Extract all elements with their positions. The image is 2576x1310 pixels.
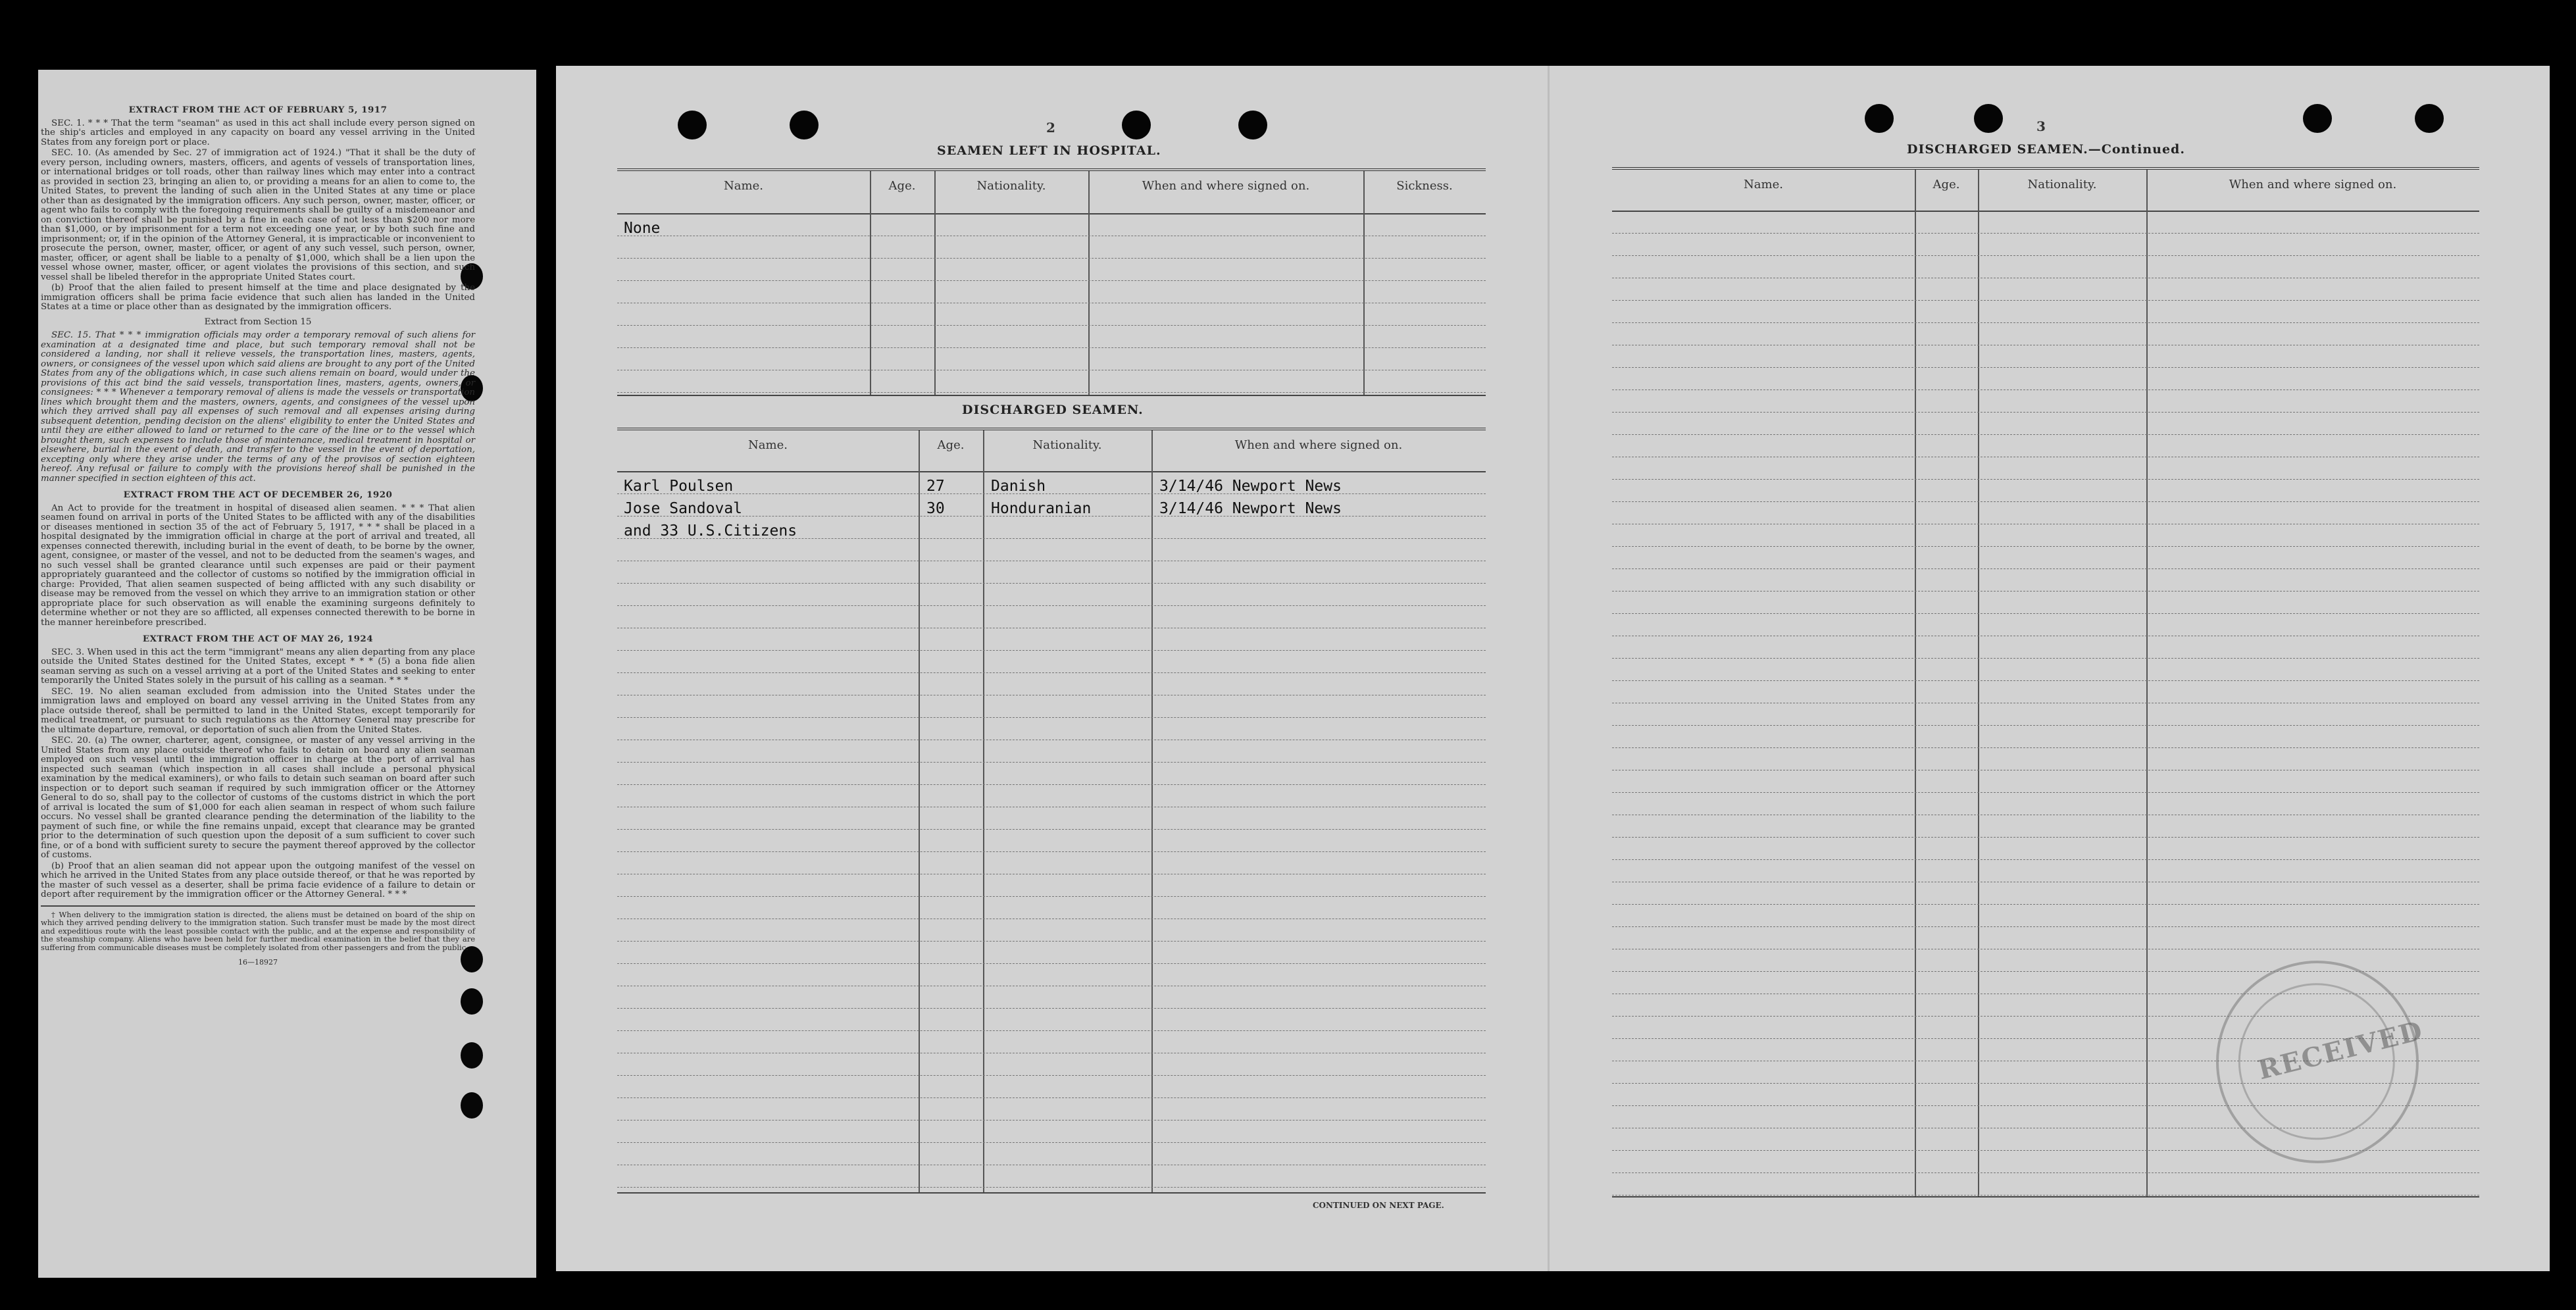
punch-hole [790, 111, 819, 139]
ruled-line [617, 280, 1486, 281]
ruled-line [1612, 613, 2479, 614]
ruled-line [617, 896, 1486, 897]
column-divider [919, 430, 920, 1192]
section-text: SEC. 10. (As amended by Sec. 27 of immigration act of 1924.) "That it shall be the duty of every person, including owners, masters, officers, and agents of vessels of transportation lines, or international bridges or toll roads, other than railway lines which may enter into a contract as provided in section 23, bringing an alien to, or providing a means for an alien to come to, the United States, to prevent the landing of such alien in the United States at any time or place other than as designated by the immigration officers. Any such person, owner, master, officer, or agent who fails to comply with the foregoing requirements shall be guilty of a misdemeanor and on conviction thereof shall be punished by a fine in each case of not less than $200 nor more than $1,000, or by imprisonment for a term not exceeding one year, or by both such fine and imprisonment; or, if in the opinion of the Attorney General, it is impracticable or inconvenient to prosecute the person, owner, master, officer, or agent of any such vessel, such person, owner, master, officer, or agent shall be liable to a penalty of $1,000, which shall be a lien upon the vessel whose owner, master, officer, or agent violates the provisions of this section, and such vessel shall be libeled therefor in the appropriate United States court. [41, 148, 475, 282]
ruled-line [617, 941, 1486, 942]
ruled-line [617, 1187, 1486, 1188]
column-header: Age. [1932, 178, 1960, 191]
column-divider [934, 171, 936, 395]
ruled-line [617, 1097, 1486, 1098]
ruled-line [617, 347, 1486, 348]
column-header: Nationality. [976, 179, 1046, 193]
divider [41, 905, 475, 907]
column-header: Age. [937, 438, 965, 452]
column-divider [1088, 171, 1090, 395]
punch-hole [461, 1042, 483, 1069]
table-bottom-rule [617, 395, 1486, 396]
ruled-line [1612, 926, 2479, 927]
footnote: † When delivery to the immigration station is directed, the aliens must be detained on board of the ship on which they arrived pending delivery to the immigration station. Such transfer must be made by the most direct and expeditious route with the least possible contact with the public, and at the expense and responsibility of the steamship company. Aliens who have been held for further medical examination in the belief that they are suffering from communicable diseases must be completely isolated from other passengers and from the public. [41, 909, 475, 952]
section-text: SEC. 3. When used in this act the term "immigrant" means any alien departing from any place outside the United States destined for the United States, except * * * (5) a bona fide alien seaman serving as such on a vessel arriving at a port of the United States and seeking to enter temporarily the United States solely in the pursuit of his calling as a seaman. * * * [41, 647, 475, 686]
ruled-line [1612, 300, 2479, 301]
ruled-line [617, 493, 1486, 494]
ruled-line [617, 1120, 1486, 1121]
ruled-line [1612, 725, 2479, 726]
punch-hole [2415, 104, 2444, 133]
table-cell: 30 [926, 500, 945, 517]
ruled-line [1612, 904, 2479, 905]
header-rule [1612, 167, 2479, 170]
table-cell: and 33 U.S.Citizens [624, 522, 797, 540]
punch-hole [461, 988, 483, 1015]
header-underline [617, 471, 1486, 472]
table-bottom-rule [1612, 1196, 2479, 1197]
table-cell: 3/14/46 Newport News [1159, 478, 1342, 495]
ruled-line [617, 762, 1486, 763]
header-underline [1612, 211, 2479, 212]
extract-title: EXTRACT FROM THE ACT OF FEBRUARY 5, 1917 [128, 105, 388, 115]
section-text: SEC. 15. That * * * immigration officials may order a temporary removal of such aliens for examination at a designated time and place, but such temporary removal shall not be considered a landing, nor shall it relieve vessels, the transportation lines, masters, agents, owners, or consignees of the vessel upon which said aliens are brought to any port of the United States from any of the obligations which, in case such aliens remain on board, would under the provisions of this act bind the said vessels, transportation lines, masters, agents, owners, or consignees: * * * Whenever a temporary removal of aliens is made the vessels or transportation lines which brought them and the masters, owners, agents, and consignees of the vessel upon which they arrived shall pay all expenses of such removal and all expenses arising during subsequent detention, pending decision on the aliens' eligibility to enter the United States and until they are either allowed to land or returned to the care of the line or to the vessel which brought them, such expenses to include those of maintenance, medical treatment in hospital or elsewhere, burial in the event of death, and transfer to the vessel in the event of deportation, excepting only where they arise under the terms of any of the provisos of section eighteen hereof. Any refusal or failure to comply with the provisions hereof shall be punished in the manner specified in section eighteen of this act. [41, 330, 475, 484]
extract-title: EXTRACT FROM THE ACT OF DECEMBER 26, 1920 [123, 490, 393, 500]
ruled-line [1612, 501, 2479, 502]
ruled-line [1612, 591, 2479, 592]
ruled-line [617, 325, 1486, 326]
column-divider [870, 171, 871, 395]
column-header: Name. [748, 438, 788, 452]
ruled-line [1612, 412, 2479, 413]
punch-hole [678, 111, 707, 139]
ruled-line [617, 963, 1486, 964]
ruled-line [617, 650, 1486, 651]
column-header: Nationality. [2027, 178, 2097, 191]
page-number: 2 [1046, 120, 1055, 136]
ruled-line [617, 672, 1486, 673]
column-divider [983, 430, 984, 1192]
punch-hole [1865, 104, 1894, 133]
ruled-line [1612, 1195, 2479, 1196]
ruled-line [1612, 367, 2479, 368]
header-rule [617, 168, 1486, 171]
table-cell: Honduranian [991, 500, 1092, 517]
ruled-line [617, 717, 1486, 718]
form-number: 16—18927 [238, 958, 278, 967]
ruled-line [1612, 837, 2479, 838]
section-text: An Act to provide for the treatment in hospital of diseased alien seamen. * * * That alien seamen found on arrival in ports of the United States to be afflicted with any of the disabilities or diseases mentioned in section 35 of the act of February 5, 1917, * * * shall be placed in a hospital designated by the immigration official in charge at the port of arrival and treated, all expenses connected therewith, including burial in the event of death, to be borne by the owner, agent, consignee, or master of the vessel, and not to be deducted from the seamen's wages, and no such vessel shall be granted clearance until such expenses are paid or their payment appropriately guaranteed and the collector of customs so notified by the immigration official in charge: Provided, That alien seamen suspected of being afflicted with any such disability or disease may be removed from the vessel on which they arrive to an immigration station or other appropriate place for such observation as will enable the examining surgeons definitely to determine whether or not they are so afflicted, all expenses connected therewith to be borne in the manner hereinbefore prescribed. [41, 503, 475, 628]
column-header: Name. [1744, 178, 1783, 191]
section-text: SEC. 19. No alien seaman excluded from admission into the United States under the immigration laws and employed on board any vessel arriving in the United States from any place outside thereof, shall be permitted to land in the United States, except temporarily for medical treatment, or pursuant to such regulations as the Attorney General may prescribe for the ultimate departure, removal, or deportation of such alien from the United States. [41, 686, 475, 735]
ruled-line [617, 583, 1486, 584]
ruled-line [1612, 658, 2479, 659]
section-text: SEC. 1. * * * That the term "seaman" as used in this act shall include every person signed on the ship's articles and employed in any capacity on board any vessel arriving in the United States from any foreign port or place. [41, 118, 475, 147]
ruled-line [617, 1075, 1486, 1076]
ruled-line [617, 258, 1486, 259]
ruled-line [1612, 568, 2479, 569]
table-cell: None [624, 220, 661, 237]
header-underline [617, 213, 1486, 214]
column-divider [1978, 170, 1979, 1196]
section-text: (b) Proof that the alien failed to present himself at the time and place designated by the immigration officers shall be prima facie evidence that such alien has landed in the United States at a time or place other than as designated by the immigration officers. [41, 283, 475, 312]
extract-title: EXTRACT FROM THE ACT OF MAY 26, 1924 [142, 634, 374, 644]
ruled-line [617, 829, 1486, 830]
table-cell: Jose Sandoval [624, 500, 743, 517]
ruled-line [1612, 792, 2479, 793]
law-extracts [41, 99, 475, 968]
ruled-line [617, 784, 1486, 785]
table-cell: 3/14/46 Newport News [1159, 500, 1342, 517]
column-header: Age. [888, 179, 916, 193]
punch-hole [1122, 111, 1151, 139]
column-divider [1151, 430, 1153, 1192]
ruled-line [1612, 233, 2479, 234]
column-header: When and where signed on. [1234, 438, 1403, 452]
punch-hole [2303, 104, 2332, 133]
section-text: SEC. 20. (a) The owner, charterer, agent, consignee, or master of any vessel arriving in the United States from any place outside thereof who fails to detain on board any alien seaman employed on such vessel until the immigration officer in charge at the port of arrival has inspected such seaman (which inspection in all cases shall include a personal physical examination by the medical examiners), or who fails to detain such seaman on board after such inspection or to deport such seaman if required by such immigration officer or the Attorney General to do so, shall pay to the collector of customs of the customs district in which the port of arrival is located the sum of $1,000 for each alien seaman in respect of whom such failure occurs. No vessel shall be granted clearance pending the determination of the liability to the payment of such fine, or while the fine remains unpaid, except that clearance may be granted prior to the determination of such question upon the deposit of a sum sufficient to cover such fine, or of a bond with sufficient surety to secure the payment thereof approved by the collector of customs. [41, 736, 475, 860]
extract-subtitle: Extract from Section 15 [204, 316, 312, 327]
punch-hole [1974, 104, 2003, 133]
ruled-line [1612, 859, 2479, 860]
ruled-line [1612, 322, 2479, 323]
ruled-line [617, 1142, 1486, 1143]
table-bottom-rule [617, 1192, 1486, 1194]
column-header: When and where signed on. [1142, 179, 1310, 193]
column-header: Nationality. [1032, 438, 1102, 452]
page3-title: DISCHARGED SEAMEN.—Continued. [1907, 142, 2185, 157]
ruled-line [1612, 434, 2479, 435]
column-header: Name. [724, 179, 763, 193]
punch-hole [1238, 111, 1267, 139]
page-fold [1548, 66, 1550, 1271]
continued-note: CONTINUED ON NEXT PAGE. [1313, 1201, 1444, 1210]
column-divider [2146, 170, 2148, 1196]
column-header: Sickness. [1396, 179, 1453, 193]
table-cell: Danish [991, 478, 1046, 495]
column-header: When and where signed on. [2229, 178, 2397, 191]
column-divider [1915, 170, 1916, 1196]
ruled-line [1612, 1172, 2479, 1173]
ruled-line [1612, 680, 2479, 681]
punch-hole [461, 1092, 483, 1119]
table-cell: Karl Poulsen [624, 478, 734, 495]
discharged-title: DISCHARGED SEAMEN. [962, 403, 1144, 417]
ruled-line [617, 1008, 1486, 1009]
hospital-title: SEAMEN LEFT IN HOSPITAL. [937, 143, 1161, 158]
column-divider [1363, 171, 1365, 395]
ruled-line [617, 392, 1486, 393]
ruled-line [617, 605, 1486, 606]
ruled-line [1612, 479, 2479, 480]
page-number: 3 [2036, 118, 2046, 134]
header-rule [617, 428, 1486, 430]
ruled-line [1612, 546, 2479, 547]
ruled-line [1612, 255, 2479, 256]
stamp-text: RECEIVED [2254, 1015, 2427, 1086]
section-text: (b) Proof that an alien seaman did not appear upon the outgoing manifest of the vessel on which he arrived in the United States from any place outside thereof, or that he was reported by the master of such vessel as a deserter, shall be prima facie evidence of a failure to detain or deport after requirement by the immigration officer or the Attorney General. * * * [41, 861, 475, 899]
ruled-line [617, 1030, 1486, 1031]
ruled-line [1612, 747, 2479, 748]
table-cell: 27 [926, 478, 945, 495]
ruled-line [617, 851, 1486, 852]
